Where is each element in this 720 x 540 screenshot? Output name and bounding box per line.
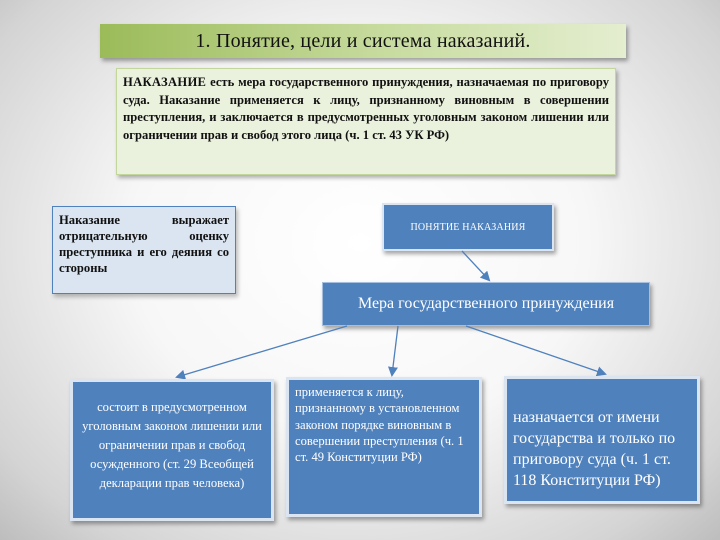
page-title: 1. Понятие, цели и система наказаний. [100,24,626,58]
definition-text: есть мера государственного принуждения, назначаемая по приговору суда. Наказание применяется к лицу, признанному виновным в совершении преступления, и заключается в предусмотренных уголовным законом лишении или ограничении прав и свобод этого лица (ч. 1 ст. 43 УК РФ) [123,75,609,142]
measure-node [322,282,650,326]
concept-node [382,203,554,251]
content-box-rights-text: состоит в предусмотренном уголовным законом лишении или ограничении прав и свобод осужденного (ст. 29 Всеобщей декларации прав человека) [82,400,262,490]
evaluation-note: Наказание выражает отрицательную оценку преступника и его деяния со стороны [52,206,236,294]
content-box-verdict [504,376,700,504]
connector-measure-middle [392,326,398,375]
definition-term: НАКАЗАНИЕ [123,75,207,89]
content-box-rights [70,379,274,521]
content-box-verdict-text: назначается от имени государства и только по приговору суда (ч. 1 ст. 118 Конституции РФ) [513,409,676,489]
measure-label: Мера государственного принуждения [357,295,615,312]
connector-measure-right [466,326,605,374]
connector-concept-measure [462,251,489,280]
concept-label: ПОНЯТИЕ НАКАЗАНИЯ [410,221,526,233]
content-box-guilt [286,377,482,517]
connector-measure-left [177,326,347,377]
content-box-guilt-text: применяется к лицу, признанному в установленном законом порядке виновным в совершении преступления (ч. 1 ст. 49 Конституции РФ) [295,385,464,465]
definition-box [116,68,616,175]
